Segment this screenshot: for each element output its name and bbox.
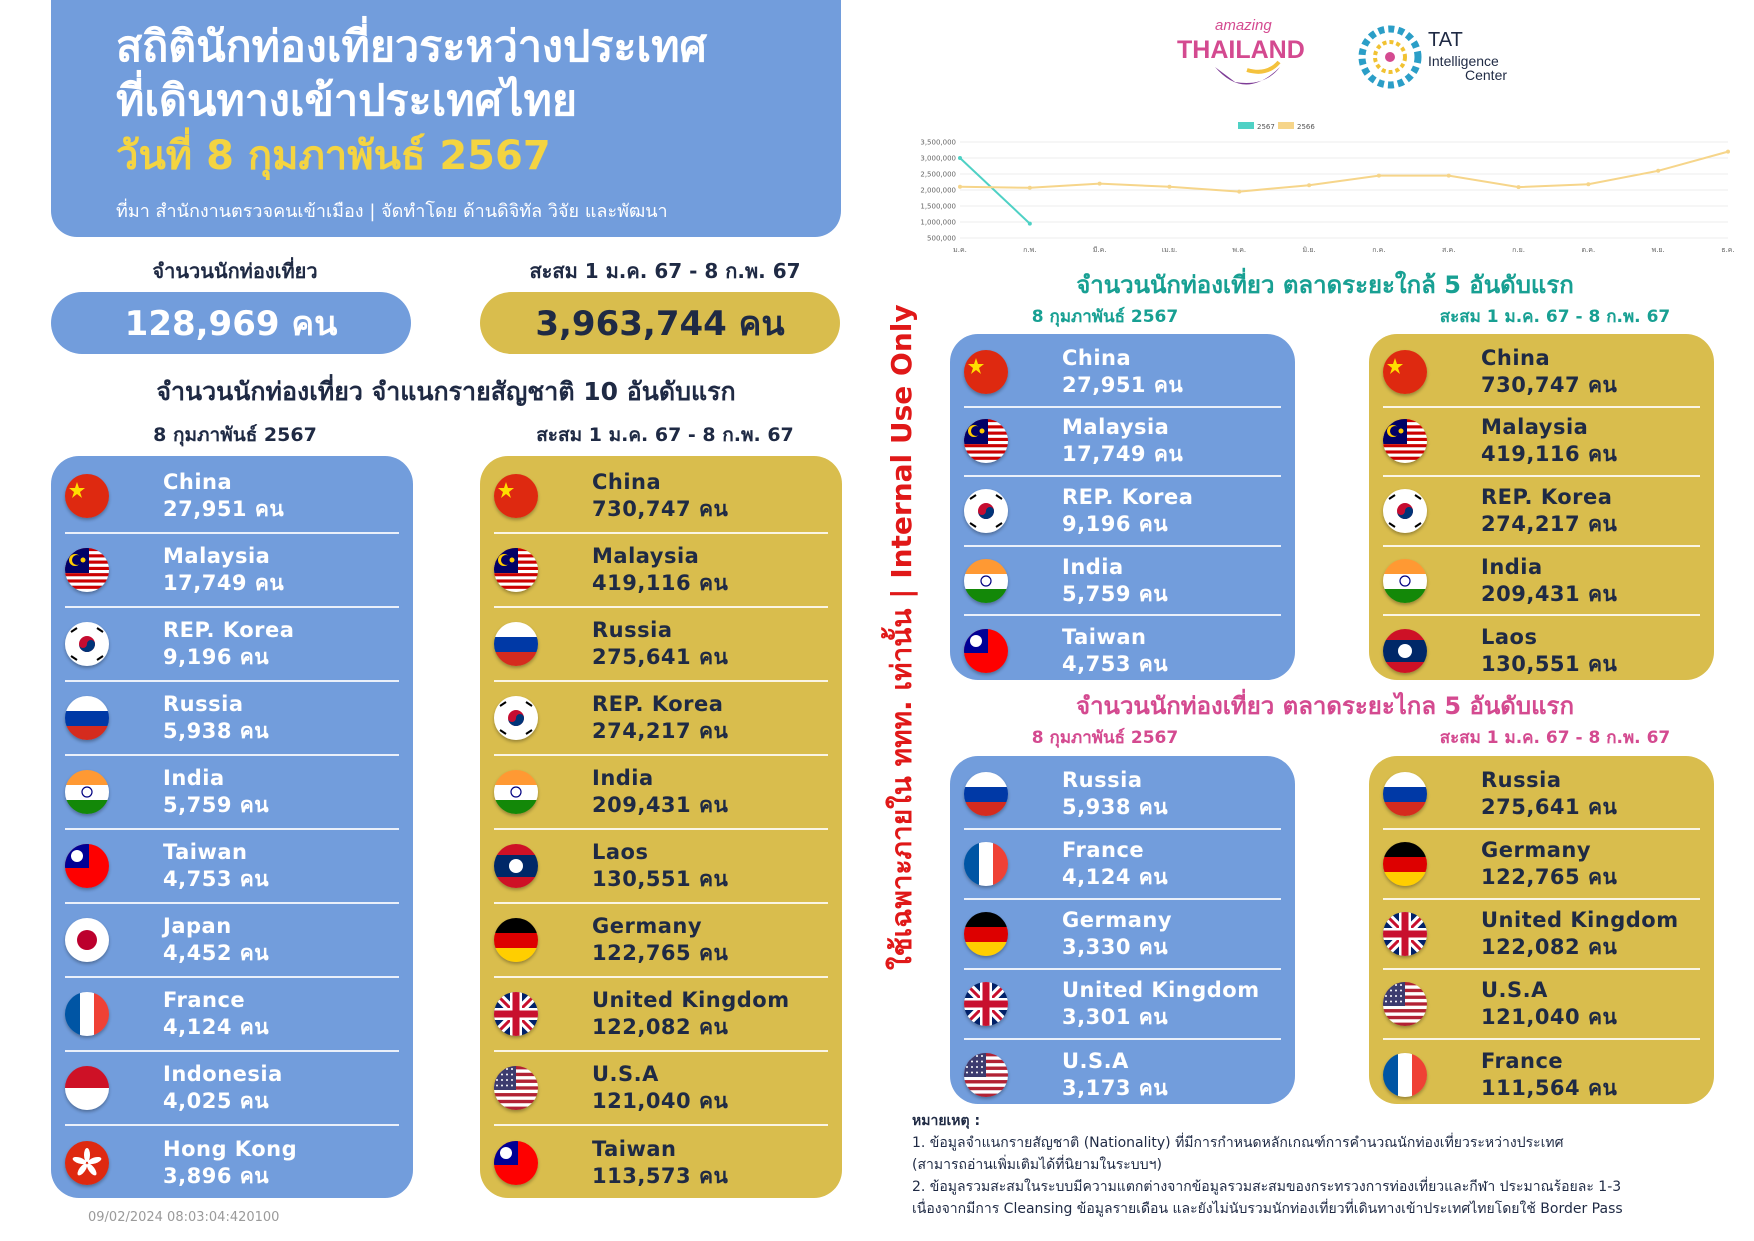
india-flag-icon xyxy=(65,770,109,814)
list-item xyxy=(65,830,399,904)
usa-flag-icon xyxy=(964,1053,1008,1097)
visitor-count: 27,951 คน xyxy=(1062,372,1184,397)
country-name: France xyxy=(1062,838,1145,862)
visitor-count: 4,753 คน xyxy=(1062,652,1169,677)
visitor-count: 17,749 คน xyxy=(1062,442,1184,467)
visitor-count: 3,301 คน xyxy=(1062,1005,1169,1029)
top10-daily-label: 8 กุมภาพันธ์ 2567 xyxy=(153,424,317,446)
laos-flag-icon xyxy=(494,844,538,888)
data-point xyxy=(1726,150,1730,154)
country-name: Malaysia xyxy=(1481,415,1589,440)
internal-use-note: ใช้เฉพาะภายใน ททท. เท่านั้น | Internal Use Only xyxy=(885,304,918,970)
china-flag-icon xyxy=(65,474,109,518)
data-point xyxy=(1167,185,1171,189)
short-haul-title: จำนวนนักท่องเที่ยว ตลาดระยะใกล้ 5 อันดับแรก xyxy=(1076,271,1574,299)
country-name: Russia xyxy=(592,618,673,642)
russia-flag-icon xyxy=(1383,772,1427,816)
visitor-count: 121,040 คน xyxy=(1481,1005,1618,1029)
data-point xyxy=(1098,182,1102,186)
visitor-count: 27,951 คน xyxy=(163,497,285,521)
visitor-count: 209,431 คน xyxy=(592,793,729,817)
monthly-arrivals-chart xyxy=(908,120,1738,260)
list-item xyxy=(964,547,1281,617)
data-point xyxy=(958,185,962,189)
country-name: U.S.A xyxy=(1481,978,1548,1002)
list-item xyxy=(1383,830,1700,900)
cumulative-total-value: 3,963,744 คน xyxy=(480,292,840,354)
center-text: Center xyxy=(1465,67,1508,83)
visitor-count: 122,082 คน xyxy=(592,1015,729,1039)
list-item xyxy=(1383,408,1700,478)
visitor-count: 274,217 คน xyxy=(1481,511,1618,536)
data-point xyxy=(1307,183,1311,187)
list-item xyxy=(494,1126,828,1200)
top10-title: จำนวนนักท่องเที่ยว จำแนกรายสัญชาติ 10 อันดับแรก xyxy=(156,377,736,406)
x-tick-label: ส.ค. xyxy=(1442,246,1456,254)
series-line-2567 xyxy=(960,158,1030,224)
russia-flag-icon xyxy=(65,696,109,740)
country-name: U.S.A xyxy=(592,1062,659,1086)
list-item xyxy=(494,608,828,682)
list-item xyxy=(964,338,1281,408)
country-name: REP. Korea xyxy=(163,618,295,642)
visitor-count: 4,452 คน xyxy=(163,941,270,965)
report-date: วันที่ 8 กุมภาพันธ์ 2567 xyxy=(116,133,551,179)
country-name: United Kingdom xyxy=(1062,978,1260,1002)
list-item xyxy=(65,756,399,830)
x-tick-label: มิ.ย. xyxy=(1302,246,1316,254)
list-item xyxy=(1383,760,1700,830)
visitor-count: 122,765 คน xyxy=(1481,865,1618,889)
country-name: Taiwan xyxy=(163,840,248,864)
visitor-count: 730,747 คน xyxy=(592,497,729,521)
list-item xyxy=(1383,477,1700,547)
y-tick-label: 1,000,000 xyxy=(920,218,956,227)
country-name: India xyxy=(1062,554,1124,579)
header-banner xyxy=(51,0,841,237)
country-name: REP. Korea xyxy=(1062,484,1194,509)
visitor-count: 209,431 คน xyxy=(1481,581,1618,606)
long-haul-daily-label: 8 กุมภาพันธ์ 2567 xyxy=(1031,728,1179,748)
visitor-count: 274,217 คน xyxy=(592,719,729,743)
y-tick-label: 2,000,000 xyxy=(920,186,956,195)
list-item xyxy=(964,760,1281,830)
country-name: Germany xyxy=(1481,838,1592,862)
china-flag-icon xyxy=(964,350,1008,394)
visitor-count: 275,641 คน xyxy=(592,645,729,669)
list-item xyxy=(494,534,828,608)
timestamp: 09/02/2024 08:03:04:420100 xyxy=(88,1210,280,1225)
list-item xyxy=(964,477,1281,547)
visitor-count: 113,573 คน xyxy=(592,1164,729,1188)
country-name: France xyxy=(1481,1049,1564,1073)
short-haul-cumulative-card xyxy=(1369,334,1714,680)
russia-flag-icon xyxy=(494,622,538,666)
list-item xyxy=(964,616,1281,686)
laos-flag-icon xyxy=(1383,629,1427,673)
long-haul-title: จำนวนนักท่องเที่ยว ตลาดระยะไกล 5 อันดับแรก xyxy=(1076,692,1574,720)
japan-flag-icon xyxy=(65,918,109,962)
country-name: Malaysia xyxy=(1062,415,1170,440)
country-name: Laos xyxy=(592,840,649,864)
visitor-count: 130,551 คน xyxy=(1481,652,1618,677)
amazing-thailand-logo xyxy=(1177,17,1305,85)
daily-total-label: จำนวนนักท่องเที่ยว xyxy=(152,259,318,283)
visitor-count: 9,196 คน xyxy=(1062,511,1169,536)
visitor-count: 730,747 คน xyxy=(1481,372,1618,397)
x-tick-label: มี.ค. xyxy=(1092,246,1107,254)
country-name: Taiwan xyxy=(1062,625,1147,650)
list-item xyxy=(494,756,828,830)
indonesia-flag-icon xyxy=(65,1066,109,1110)
top10-cumulative-label: สะสม 1 ม.ค. 67 - 8 ก.พ. 67 xyxy=(536,424,794,446)
top10-daily-card xyxy=(51,456,413,1198)
tat-intelligence-logo xyxy=(1362,29,1507,85)
list-item xyxy=(494,460,828,534)
germany-flag-icon xyxy=(494,918,538,962)
country-name: China xyxy=(1062,345,1132,370)
korea-flag-icon xyxy=(65,622,109,666)
x-tick-label: พ.ย. xyxy=(1651,246,1665,254)
list-item xyxy=(1383,970,1700,1040)
x-tick-label: พ.ค. xyxy=(1232,246,1247,254)
country-name: Malaysia xyxy=(163,544,271,568)
country-name: Laos xyxy=(1481,625,1538,650)
visitor-count: 4,753 คน xyxy=(163,867,270,891)
france-flag-icon xyxy=(65,992,109,1036)
country-name: Russia xyxy=(163,692,244,716)
country-name: Malaysia xyxy=(592,544,700,568)
x-tick-label: ม.ค. xyxy=(953,246,967,254)
country-name: REP. Korea xyxy=(592,692,724,716)
country-name: China xyxy=(592,470,662,494)
short-haul-daily-label: 8 กุมภาพันธ์ 2567 xyxy=(1031,307,1179,327)
intelligence-text: Intelligence xyxy=(1428,53,1499,69)
x-tick-label: ก.ย. xyxy=(1512,246,1525,254)
source-note: ที่มา สำนักงานตรวจคนเข้าเมือง | จัดทำโดย ด้านดิจิทัล วิจัย และพัฒนา xyxy=(116,201,668,222)
china-flag-icon xyxy=(494,474,538,518)
long-haul-cumulative-label: สะสม 1 ม.ค. 67 - 8 ก.พ. 67 xyxy=(1439,728,1671,748)
visitor-count: 111,564 คน xyxy=(1481,1076,1618,1100)
short-haul-daily-card xyxy=(950,334,1295,680)
visitor-count: 5,759 คน xyxy=(1062,581,1169,606)
visitor-count: 9,196 คน xyxy=(163,645,270,669)
malaysia-flag-icon xyxy=(65,548,109,592)
legend-swatch xyxy=(1238,122,1254,129)
short-haul-cumulative-label: สะสม 1 ม.ค. 67 - 8 ก.พ. 67 xyxy=(1439,307,1671,327)
country-name: United Kingdom xyxy=(592,988,790,1012)
list-item xyxy=(494,682,828,756)
data-point xyxy=(1237,190,1241,194)
x-tick-label: ก.ค. xyxy=(1372,246,1386,254)
country-name: China xyxy=(163,470,233,494)
visitor-count: 419,116 คน xyxy=(1481,442,1618,467)
korea-flag-icon xyxy=(964,489,1008,533)
data-point xyxy=(1517,185,1521,189)
malaysia-flag-icon xyxy=(1383,419,1427,463)
list-item xyxy=(964,900,1281,970)
taiwan-flag-icon xyxy=(964,629,1008,673)
note-1: 1. ข้อมูลจำแนกรายสัญชาติ (Nationality) ที่มีการกำหนดหลักเกณฑ์การคำนวณนักท่องเที่ยวระหว่างประเทศ xyxy=(912,1135,1564,1151)
cumulative-total-label: สะสม 1 ม.ค. 67 - 8 ก.พ. 67 xyxy=(529,259,801,283)
usa-flag-icon xyxy=(494,1066,538,1110)
y-tick-label: 1,500,000 xyxy=(920,202,956,211)
visitor-count: 419,116 คน xyxy=(592,571,729,595)
country-name: India xyxy=(163,766,225,790)
data-point xyxy=(958,156,962,160)
malaysia-flag-icon xyxy=(964,419,1008,463)
long-haul-cumulative-card xyxy=(1369,756,1714,1104)
india-flag-icon xyxy=(1383,559,1427,603)
note-2: 2. ข้อมูลรวมสะสมในระบบมีความแตกต่างจากข้อมูลรวมสะสมของกระทรวงการท่องเที่ยวและกีฬา ประมาณร้อยละ 1-3 xyxy=(912,1179,1622,1195)
y-tick-label: 500,000 xyxy=(927,234,956,243)
note-2b: เนื่องจากมีการ Cleansing ข้อมูลรายเดือน และยังไม่นับรวมนักท่องเที่ยวที่เดินทางเข้าประเทศไทยโดยใช้ Border Pass xyxy=(912,1201,1623,1217)
tat-text: TAT xyxy=(1428,29,1463,51)
list-item xyxy=(494,830,828,904)
korea-flag-icon xyxy=(1383,489,1427,533)
page-title: สถิตินักท่องเที่ยวระหว่างประเทศ xyxy=(116,22,707,72)
visitor-count: 3,896 คน xyxy=(163,1164,270,1188)
country-name: Russia xyxy=(1481,768,1562,792)
hongkong-flag-icon xyxy=(65,1141,109,1185)
top10-cumulative-card xyxy=(480,456,842,1198)
list-item xyxy=(65,682,399,756)
visitor-count: 121,040 คน xyxy=(592,1089,729,1113)
germany-flag-icon xyxy=(1383,842,1427,886)
legend-swatch xyxy=(1278,122,1294,129)
list-item xyxy=(65,534,399,608)
list-item xyxy=(494,1052,828,1126)
country-name: France xyxy=(163,988,246,1012)
list-item xyxy=(1383,1040,1700,1110)
list-item xyxy=(964,408,1281,478)
page-title-line2: ที่เดินทางเข้าประเทศไทย xyxy=(116,76,578,126)
y-tick-label: 2,500,000 xyxy=(920,170,956,179)
data-point xyxy=(1656,169,1660,173)
malaysia-flag-icon xyxy=(494,548,538,592)
list-item xyxy=(964,1040,1281,1110)
list-item xyxy=(1383,900,1700,970)
list-item xyxy=(1383,547,1700,617)
country-name: Japan xyxy=(163,914,232,938)
list-item xyxy=(1383,338,1700,408)
x-tick-label: เม.ย. xyxy=(1161,246,1178,254)
list-item xyxy=(65,978,399,1052)
china-flag-icon xyxy=(1383,350,1427,394)
country-name: U.S.A xyxy=(1062,1049,1129,1073)
taiwan-flag-icon xyxy=(494,1141,538,1185)
data-point xyxy=(1028,186,1032,190)
x-tick-label: ก.พ. xyxy=(1023,246,1037,254)
list-item xyxy=(65,1126,399,1200)
y-tick-label: 3,500,000 xyxy=(920,138,956,147)
list-item xyxy=(494,904,828,978)
list-item xyxy=(964,970,1281,1040)
visitor-count: 4,124 คน xyxy=(163,1015,270,1039)
footnotes xyxy=(912,1110,1742,1220)
country-name: Indonesia xyxy=(163,1062,283,1086)
country-name: Taiwan xyxy=(592,1137,677,1161)
visitor-count: 275,641 คน xyxy=(1481,795,1618,819)
chart-svg xyxy=(908,120,1738,260)
germany-flag-icon xyxy=(964,912,1008,956)
country-name: REP. Korea xyxy=(1481,484,1613,509)
france-flag-icon xyxy=(964,842,1008,886)
usa-flag-icon xyxy=(1383,982,1427,1026)
visitor-count: 4,124 คน xyxy=(1062,865,1169,889)
uk-flag-icon xyxy=(964,982,1008,1026)
legend-label: 2567 xyxy=(1257,123,1275,131)
list-item xyxy=(494,978,828,1052)
india-flag-icon xyxy=(494,770,538,814)
country-name: India xyxy=(1481,554,1543,579)
data-point xyxy=(1447,174,1451,178)
visitor-count: 3,330 คน xyxy=(1062,935,1169,959)
russia-flag-icon xyxy=(964,772,1008,816)
visitor-count: 3,173 คน xyxy=(1062,1076,1169,1100)
taiwan-flag-icon xyxy=(65,844,109,888)
country-name: Germany xyxy=(1062,908,1173,932)
list-item xyxy=(65,608,399,682)
data-point xyxy=(1586,182,1590,186)
amazing-text: amazing xyxy=(1215,17,1272,34)
country-name: Hong Kong xyxy=(163,1137,298,1161)
list-item xyxy=(1383,616,1700,686)
daily-total-value: 128,969 คน xyxy=(51,292,411,354)
x-tick-label: ธ.ค. xyxy=(1721,246,1735,254)
country-name: Germany xyxy=(592,914,703,938)
visitor-count: 4,025 คน xyxy=(163,1089,270,1113)
note-1b: (สามารถอ่านเพิ่มเติมได้ที่นิยามในระบบฯ) xyxy=(912,1157,1162,1173)
data-point xyxy=(1028,222,1032,226)
country-name: India xyxy=(592,766,654,790)
visitor-count: 5,938 คน xyxy=(1062,795,1169,819)
notes-heading: หมายเหตุ : xyxy=(912,1113,981,1129)
data-point xyxy=(1377,174,1381,178)
visitor-count: 5,938 คน xyxy=(163,719,270,743)
uk-flag-icon xyxy=(1383,912,1427,956)
uk-flag-icon xyxy=(494,992,538,1036)
visitor-count: 122,765 คน xyxy=(592,941,729,965)
visitor-count: 130,551 คน xyxy=(592,867,729,891)
x-tick-label: ต.ค. xyxy=(1581,246,1596,254)
y-tick-label: 3,000,000 xyxy=(920,154,956,163)
list-item xyxy=(65,1052,399,1126)
legend-label: 2566 xyxy=(1297,123,1315,131)
logo-area xyxy=(1175,12,1540,107)
country-name: Russia xyxy=(1062,768,1143,792)
list-item xyxy=(65,460,399,534)
country-name: China xyxy=(1481,345,1551,370)
india-flag-icon xyxy=(964,559,1008,603)
visitor-count: 17,749 คน xyxy=(163,571,285,595)
thailand-text: THAILAND xyxy=(1177,36,1305,64)
france-flag-icon xyxy=(1383,1053,1427,1097)
visitor-count: 5,759 คน xyxy=(163,793,270,817)
visitor-count: 122,082 คน xyxy=(1481,935,1618,959)
long-haul-daily-card xyxy=(950,756,1295,1104)
country-name: United Kingdom xyxy=(1481,908,1679,932)
korea-flag-icon xyxy=(494,696,538,740)
list-item xyxy=(65,904,399,978)
list-item xyxy=(964,830,1281,900)
